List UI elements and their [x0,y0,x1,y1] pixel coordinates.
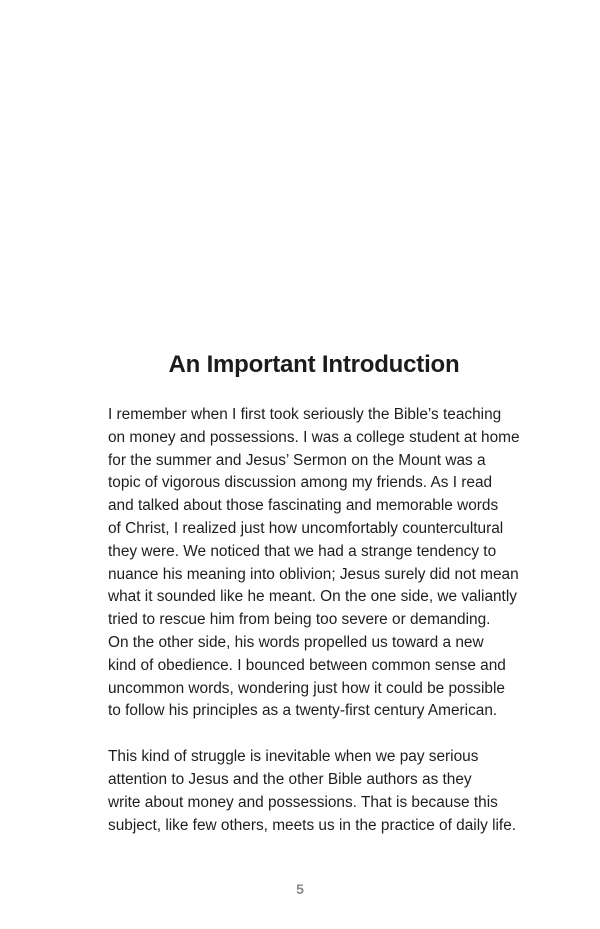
page-number: 5 [296,881,304,897]
text-line: attention to Jesus and the other Bible authors as they [108,770,472,788]
text-line: and talked about those fascinating and memorable words [108,497,499,515]
text-line: uncommon words, wondering just how it could be possible [108,679,505,697]
text-line: to follow his principles as a twenty-first century American. [108,702,498,720]
text-line: write about money and possessions. That is because this [108,793,498,811]
text-line: nuance his meaning into oblivion; Jesus surely did not mean [108,565,519,583]
text-line: topic of vigorous discussion among my friends. As I read [108,474,493,492]
text-line: they were. We noticed that we had a strange tendency to [108,542,497,560]
chapter-title: An Important Introduction [168,351,460,378]
text-line: tried to rescue him from being too severe or demanding. [108,611,491,629]
text-line: on money and possessions. I was a college student at home [108,428,520,446]
text-line: what it sounded like he meant. On the one side, we valiantly [108,588,517,606]
paragraph-2 [108,746,528,837]
text-line: This kind of struggle is inevitable when we pay serious [108,748,479,766]
paragraph-1 [108,404,528,723]
text-line: kind of obedience. I bounced between common sense and [108,656,506,674]
text-line: I remember when I first took seriously the Bible’s teaching [108,406,502,423]
text-line: On the other side, his words propelled us toward a new [108,633,484,651]
text-line: of Christ, I realized just how uncomfortably countercultural [108,519,504,537]
text-line: for the summer and Jesus’ Sermon on the Mount was a [108,451,486,469]
body-text [108,404,528,837]
text-line: subject, like few others, meets us in the practice of daily life. [108,816,517,834]
